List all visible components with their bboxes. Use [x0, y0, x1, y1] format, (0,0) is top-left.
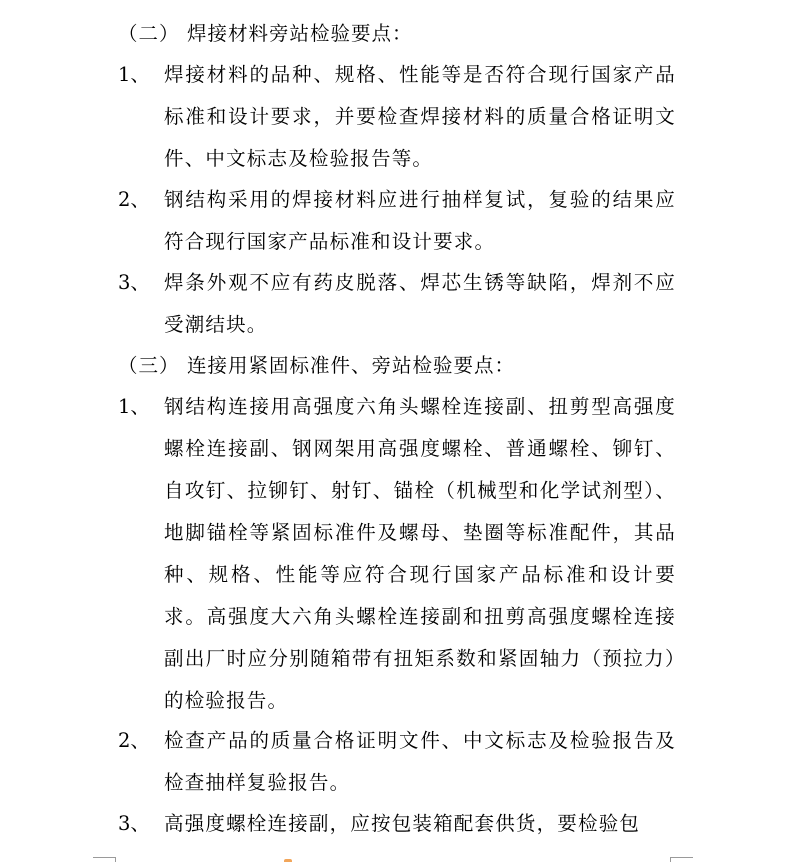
list-item-text: 焊条外观不应有药皮脱落、焊芯生锈等缺陷，焊剂不应受潮结块。 — [164, 271, 676, 336]
list-item-number: 2、 — [118, 729, 150, 752]
list-item-text: 钢结构连接用高强度六角头螺栓连接副、扭剪型高强度螺栓连接副、钢网架用高强度螺栓、普通螺栓、铆钉、自攻钉、拉铆钉、射钉、锚栓（机械型和化学试剂型）、地脚锚栓等紧固标准件及螺母、垫圈等标准配件，其品种、规格、性能等应符合现行国家产品标准和设计要求。高强度大六角头螺栓连接副和扭剪高强度螺栓连接副出厂时应分别随箱带有扭矩系数和紧固轴力（预拉力）的检验报告。 — [164, 395, 676, 712]
section-2-title: 焊接材料旁站检验要点： — [187, 22, 413, 45]
section-3-heading — [118, 354, 515, 378]
list-item-number: 2、 — [118, 188, 150, 211]
section-3-title: 连接用紧固标准件、旁站检验要点： — [187, 354, 516, 377]
list-item-text: 检查产品的质量合格证明文件、中文标志及检验报告及检查抽样复验报告。 — [164, 729, 676, 794]
section-2-heading — [118, 22, 413, 46]
section-2-number: （二） — [118, 22, 180, 45]
list-item-text: 焊接材料的品种、规格、性能等是否符合现行国家产品标准和设计要求，并要检查焊接材料的质量合格证明文件、中文标志及检验报告等。 — [164, 63, 676, 170]
list-item-number: 3、 — [118, 271, 150, 294]
list-item-number: 1、 — [118, 63, 150, 86]
list-item-text: 高强度螺栓连接副，应按包装箱配套供货，要检验包 — [164, 812, 641, 835]
page-corner-mark-left — [93, 857, 116, 862]
section-3-number: （三） — [118, 354, 180, 377]
list-item-number: 1、 — [118, 395, 150, 418]
list-item-number: 3、 — [118, 812, 150, 835]
list-item-text: 钢结构采用的焊接材料应进行抽样复试，复验的结果应符合现行国家产品标准和设计要求。 — [164, 188, 676, 253]
page-corner-mark-right — [670, 857, 693, 862]
